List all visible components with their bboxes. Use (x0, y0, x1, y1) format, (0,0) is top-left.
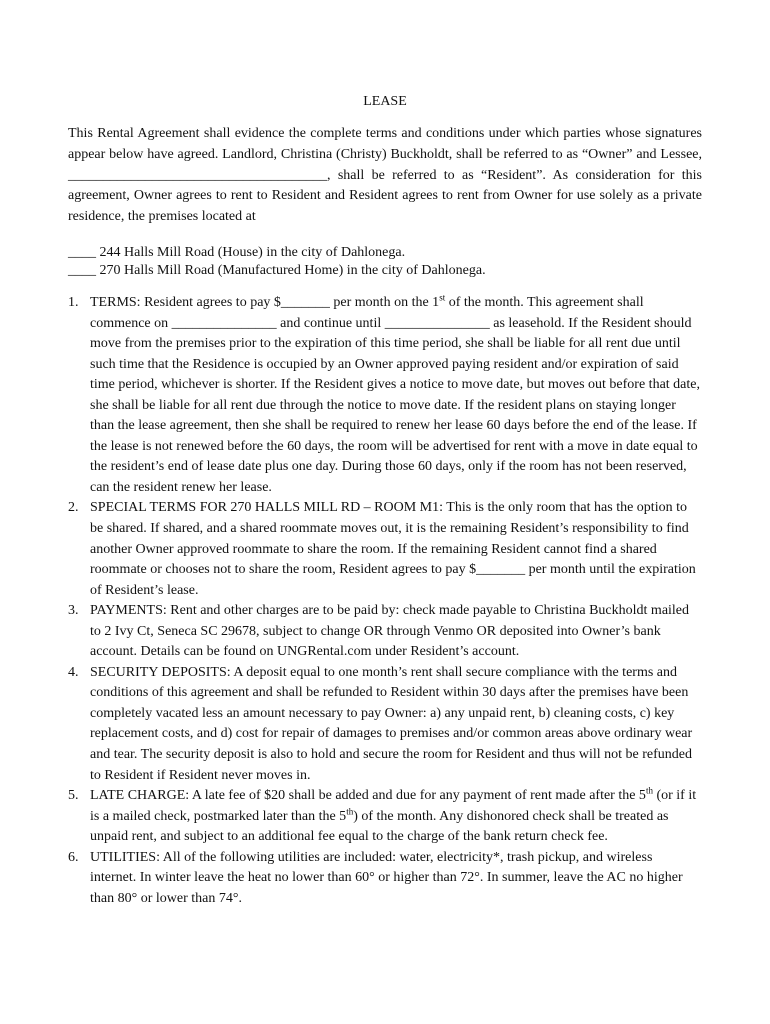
term-item-security-deposits (68, 663, 702, 786)
term-item-utilities (68, 848, 702, 910)
term-number: 3. (68, 603, 79, 619)
premises-option-270: ____ 270 Halls Mill Road (Manufactured Home) in the city of Dahlonega. (68, 263, 486, 278)
term-number: 5. (68, 788, 79, 804)
term-text: SPECIAL TERMS FOR 270 HALLS MILL RD – ROOM M1: This is the only room that has the option to be shared. If shared, and a shared roommate moves out, it is the remaining Resident’s responsibility to find another Owner approved roommate to share the room. If the remaining Resident cannot find a shared roommate or chooses not to share the room, Resident agrees to pay $_______ per month until the expiration of Resident’s lease. (90, 500, 696, 598)
term-item-terms (68, 293, 702, 498)
term-item-late-charge (68, 786, 702, 848)
term-text: UTILITIES: All of the following utilities are included: water, electricity*, trash pickup, and wireless internet. In winter leave the heat no lower than 60° or higher than 72°. In summer, leave the AC no higher than 80° or lower than 74°. (90, 849, 683, 906)
term-number: 4. (68, 664, 79, 680)
intro-paragraph (68, 124, 702, 228)
terms-list (68, 293, 702, 909)
intro-text: This Rental Agreement shall evidence the complete terms and conditions under which parties whose signatures appear below have agreed. Landlord, Christina (Christy) Buckholdt, shall be referred to as “Owner” and Lessee, _____________________________________, shall be referred to as “Resident”. As consideration for this agreement, Owner agrees to rent to Resident and Resident agrees to rent from Owner for use solely as a private residence, the premises located at (68, 126, 702, 225)
term-number: 2. (68, 500, 79, 516)
premises-options (68, 244, 702, 280)
term-item-payments (68, 601, 702, 663)
term-text: LATE CHARGE: A late fee of $20 shall be added and due for any payment of rent made after the 5th (or if it is a mailed check, postmarked later than the 5th) of the month. Any dishonored check shall be treated as unpaid rent, and subject to an additional fee equal to the charge of the bank return check fee. (90, 785, 697, 845)
term-number: 6. (68, 849, 79, 865)
term-text: TERMS: Resident agrees to pay $_______ per month on the 1st of the month. This agreement shall commence on _______________ and continue until _______________ as leasehold. If the Resident should move from the premises prior to the expiration of this time period, she shall be liable for all rent due until such time that the Residence is occupied by an Owner approved paying resident and/or expiration of said time period, whichever is shorter. If the Resident gives a notice to move date, but moves out before that date, she shall be liable for all rent due through the notice to move date. If the resident plans on staying longer than the lease agreement, then she shall be required to renew her lease 60 days before the end of the lease. If the lease is not renewed before the 60 days, the room will be advertised for rent with a move in date equal to the resident’s end of lease date plus one day. During those 60 days, only if the room has not been reserved, can the resident renew her lease. (90, 292, 700, 495)
premises-option-244: ____ 244 Halls Mill Road (House) in the city of Dahlonega. (68, 245, 406, 260)
document-title: LEASE (363, 94, 407, 109)
term-text: SECURITY DEPOSITS: A deposit equal to one month’s rent shall secure compliance with the terms and conditions of this agreement and shall be refunded to Resident within 30 days after the premises have been completely vacated less an amount necessary to pay Owner: a) any unpaid rent, b) cleaning costs, c) key replacement costs, and d) cost for repair of damages to premises and/or common areas above ordinary wear and tear. The security deposit is also to hold and secure the room for Resident and thus will not be refunded to Resident if Resident never moves in. (90, 664, 693, 783)
term-item-special-terms (68, 498, 702, 601)
term-text: PAYMENTS: Rent and other charges are to be paid by: check made payable to Christina Buckholdt mailed to 2 Ivy Ct, Seneca SC 29678, subject to change OR through Venmo OR deposited into Owner’s bank account. Details can be found on UNGRental.com under Resident’s account. (90, 603, 690, 660)
term-number: 1. (68, 295, 79, 310)
